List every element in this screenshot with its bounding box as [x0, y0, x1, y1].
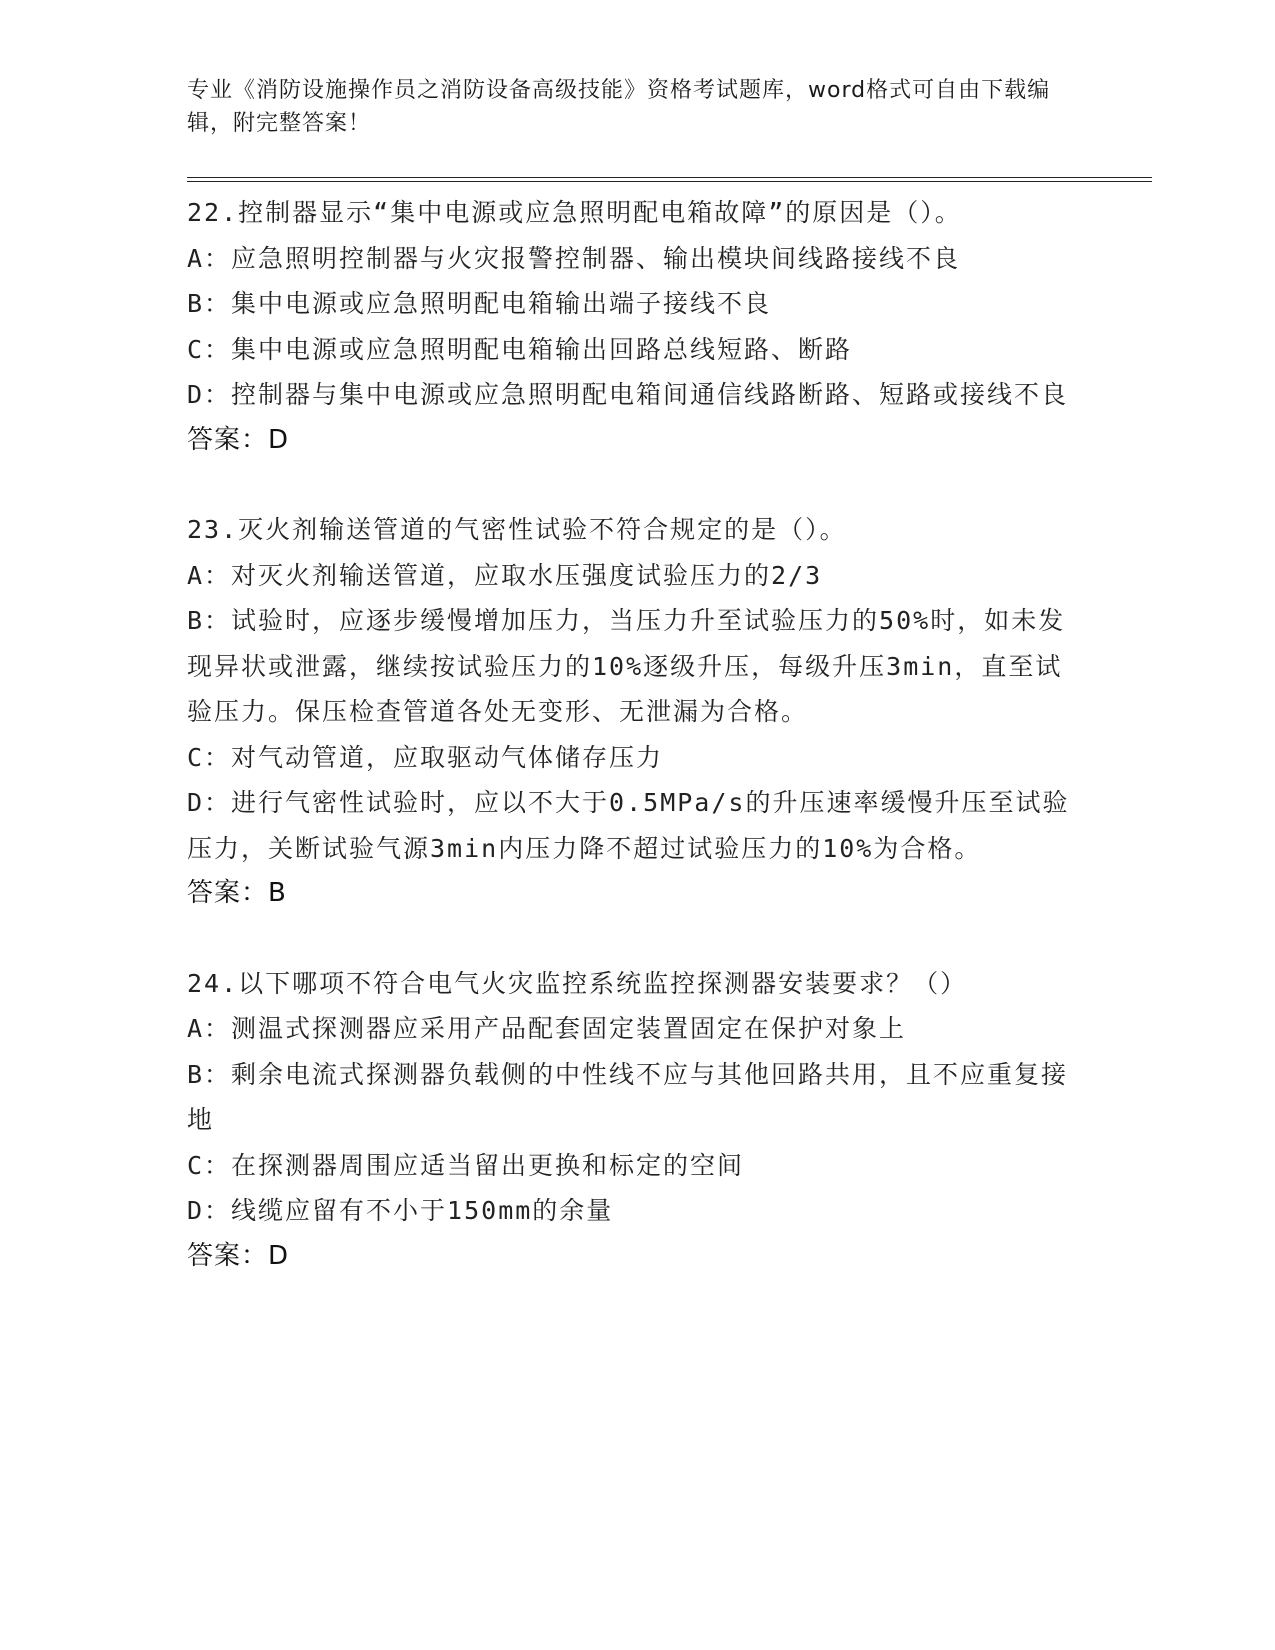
option-d: D：控制器与集中电源或应急照明配电箱间通信线路断路、短路或接线不良 [187, 380, 1069, 409]
option-b: B：集中电源或应急照明配电箱输出端子接线不良 [187, 289, 772, 318]
question-23 [187, 507, 1087, 917]
option-b: B：剩余电流式探测器负载侧的中性线不应与其他回路共用，且不应重复接地 [187, 1059, 1069, 1134]
option-c: C：在探测器周围应适当留出更换和标定的空间 [187, 1150, 745, 1180]
header-divider [187, 177, 1152, 182]
option-d: D：线缆应留有不小于150mm的余量 [187, 1196, 614, 1225]
option-c: C：集中电源或应急照明配电箱输出回路总线短路、断路 [187, 334, 853, 364]
question-22 [187, 190, 1087, 463]
option-a: A：测温式探测器应采用产品配套固定装置固定在保护对象上 [187, 1014, 907, 1043]
option-b: B：试验时，应逐步缓慢增加压力，当压力升至试验压力的50%时，如未发现异状或泄露，继续按试验压力的10%逐级升压，每级升压3min，直至试验压力。保压检查管道各处无变形、无泄漏为合格。 [187, 606, 1066, 726]
option-a: A：对灭火剂输送管道，应取水压强度试验压力的2/3 [187, 560, 823, 590]
question-stem: 22.控制器显示“集中电源或应急照明配电箱故障”的原因是（）。 [187, 198, 962, 227]
option-c: C：对气动管道，应取驱动气体储存压力 [187, 742, 664, 772]
question-list [187, 190, 1087, 1323]
question-stem: 24.以下哪项不符合电气火灾监控系统监控探测器安装要求？（） [187, 968, 968, 998]
document-header: 专业《消防设施操作员之消防设备高级技能》资格考试题库，word格式可自由下载编辑，附完整答案！ [187, 78, 1051, 136]
answer: 答案：D [187, 1240, 290, 1271]
option-d: D：进行气密性试验时，应以不大于0.5MPa/s的升压速率缓慢升压至试验压力，关断试验气源3min内压力降不超过试验压力的10%为合格。 [187, 788, 1070, 863]
answer: 答案：D [187, 424, 290, 455]
answer: 答案：B [187, 878, 287, 908]
question-stem: 23.灭火剂输送管道的气密性试验不符合规定的是（）。 [187, 515, 847, 544]
option-a: A：应急照明控制器与火灾报警控制器、输出模块间线路接线不良 [187, 243, 961, 273]
question-24 [187, 961, 1087, 1280]
